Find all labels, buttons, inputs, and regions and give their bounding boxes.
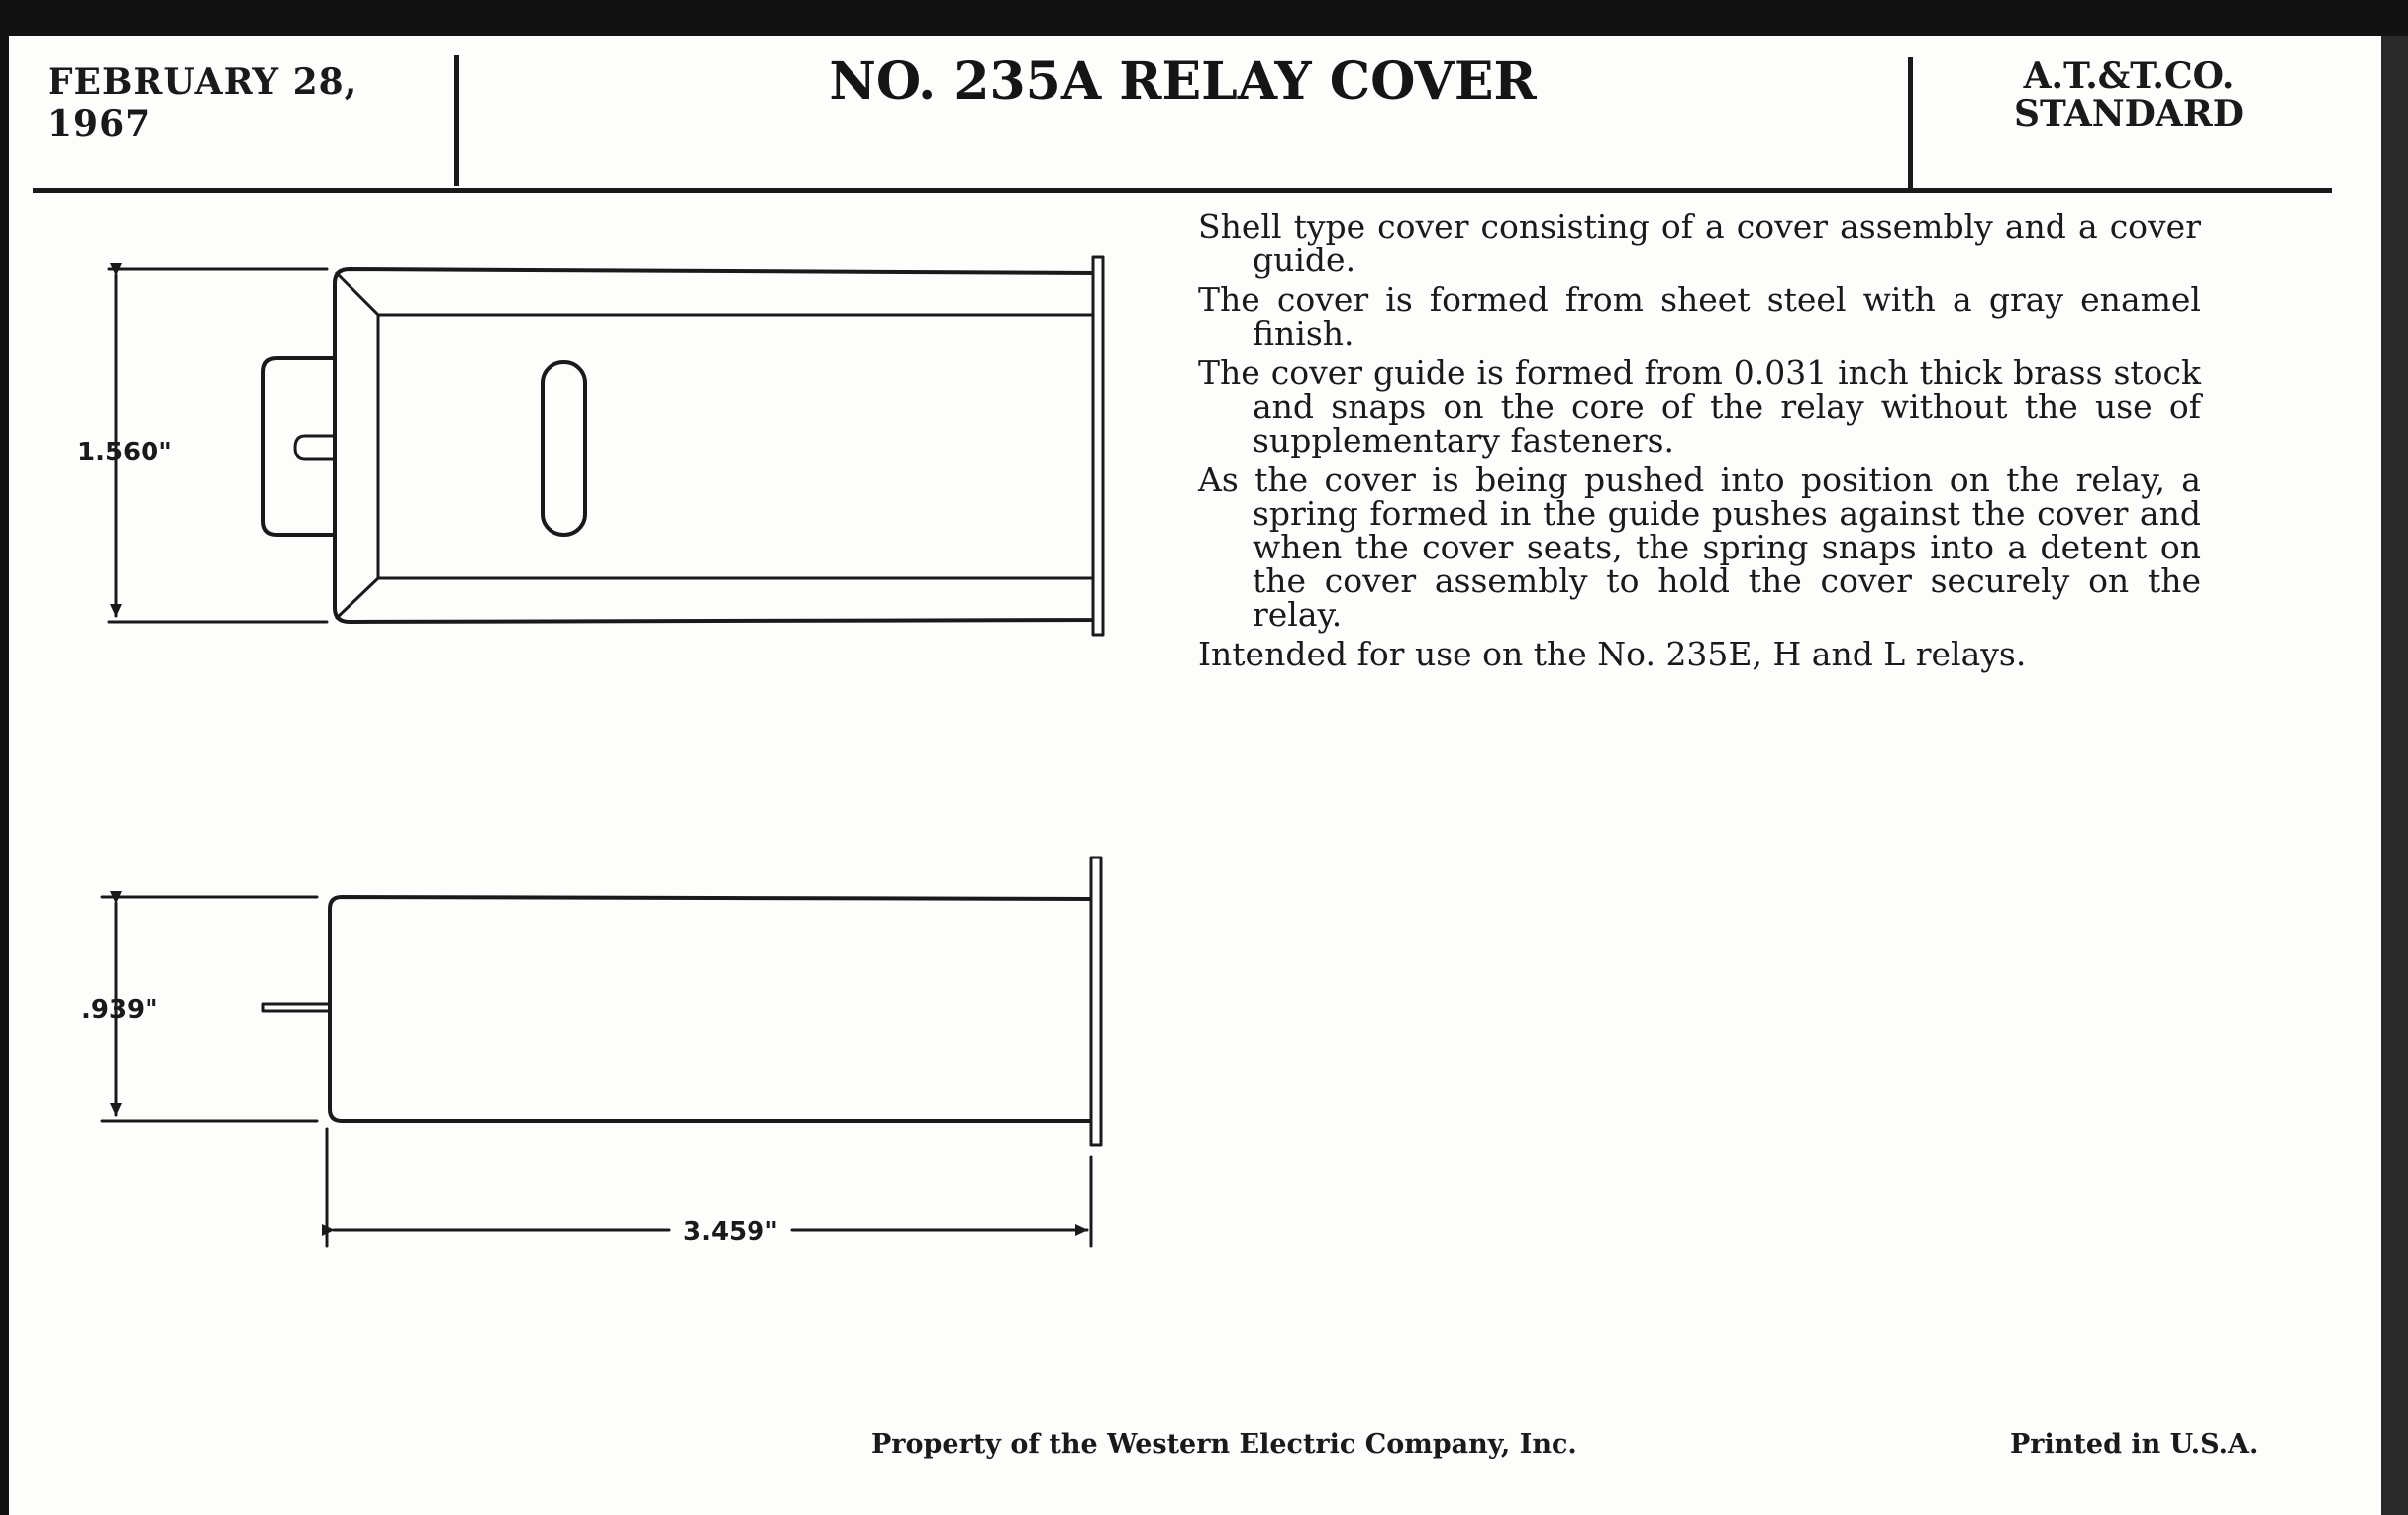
dim-label-length: 3.459" — [683, 1217, 778, 1247]
footer-printed: Printed in U.S.A. — [2010, 1429, 2258, 1460]
standard-line-2: STANDARD — [2014, 93, 2244, 135]
header-date: FEBRUARY 28, 1967 — [48, 61, 358, 145]
dim-label-height-top: 1.560" — [77, 438, 172, 467]
guide-pin — [263, 1004, 330, 1011]
description-paragraph: The cover is formed from sheet steel with a gray enamel finish. — [1198, 280, 2201, 353]
footer-property: Property of the Western Electric Company, Inc. — [871, 1429, 1577, 1460]
side-view — [102, 858, 1101, 1246]
dim-label-height-side: .939" — [81, 995, 158, 1025]
description-paragraph: As the cover is being pushed into position on the relay, a spring formed in the guide pushes against the cover and when the cover seats, the spring snaps into a detent on the cover assembly to hold the cover securely on the relay. — [1198, 460, 2201, 634]
cover-outline-side — [330, 897, 1093, 1121]
description-paragraph: Shell type cover consisting of a cover assembly and a cover guide. — [1198, 207, 2201, 279]
cover-guide-tab — [263, 358, 335, 535]
cover-inner-face — [378, 315, 1093, 578]
standard-line-1: A.T.&T.CO. — [2023, 55, 2235, 97]
top-view — [109, 257, 1103, 635]
cover-flange-side — [1091, 858, 1101, 1145]
cover-outline-top — [335, 269, 1097, 622]
description-paragraph: Intended for use on the No. 235E, H and L relays. — [1198, 635, 2027, 673]
page-title: NO. 235A RELAY COVER — [829, 51, 1537, 112]
description-paragraph: The cover guide is formed from 0.031 inch thick brass stock and snaps on the core of the relay without the use of supplementary fasteners. — [1198, 354, 2201, 459]
cover-slot — [543, 362, 585, 535]
guide-spring — [295, 436, 335, 459]
